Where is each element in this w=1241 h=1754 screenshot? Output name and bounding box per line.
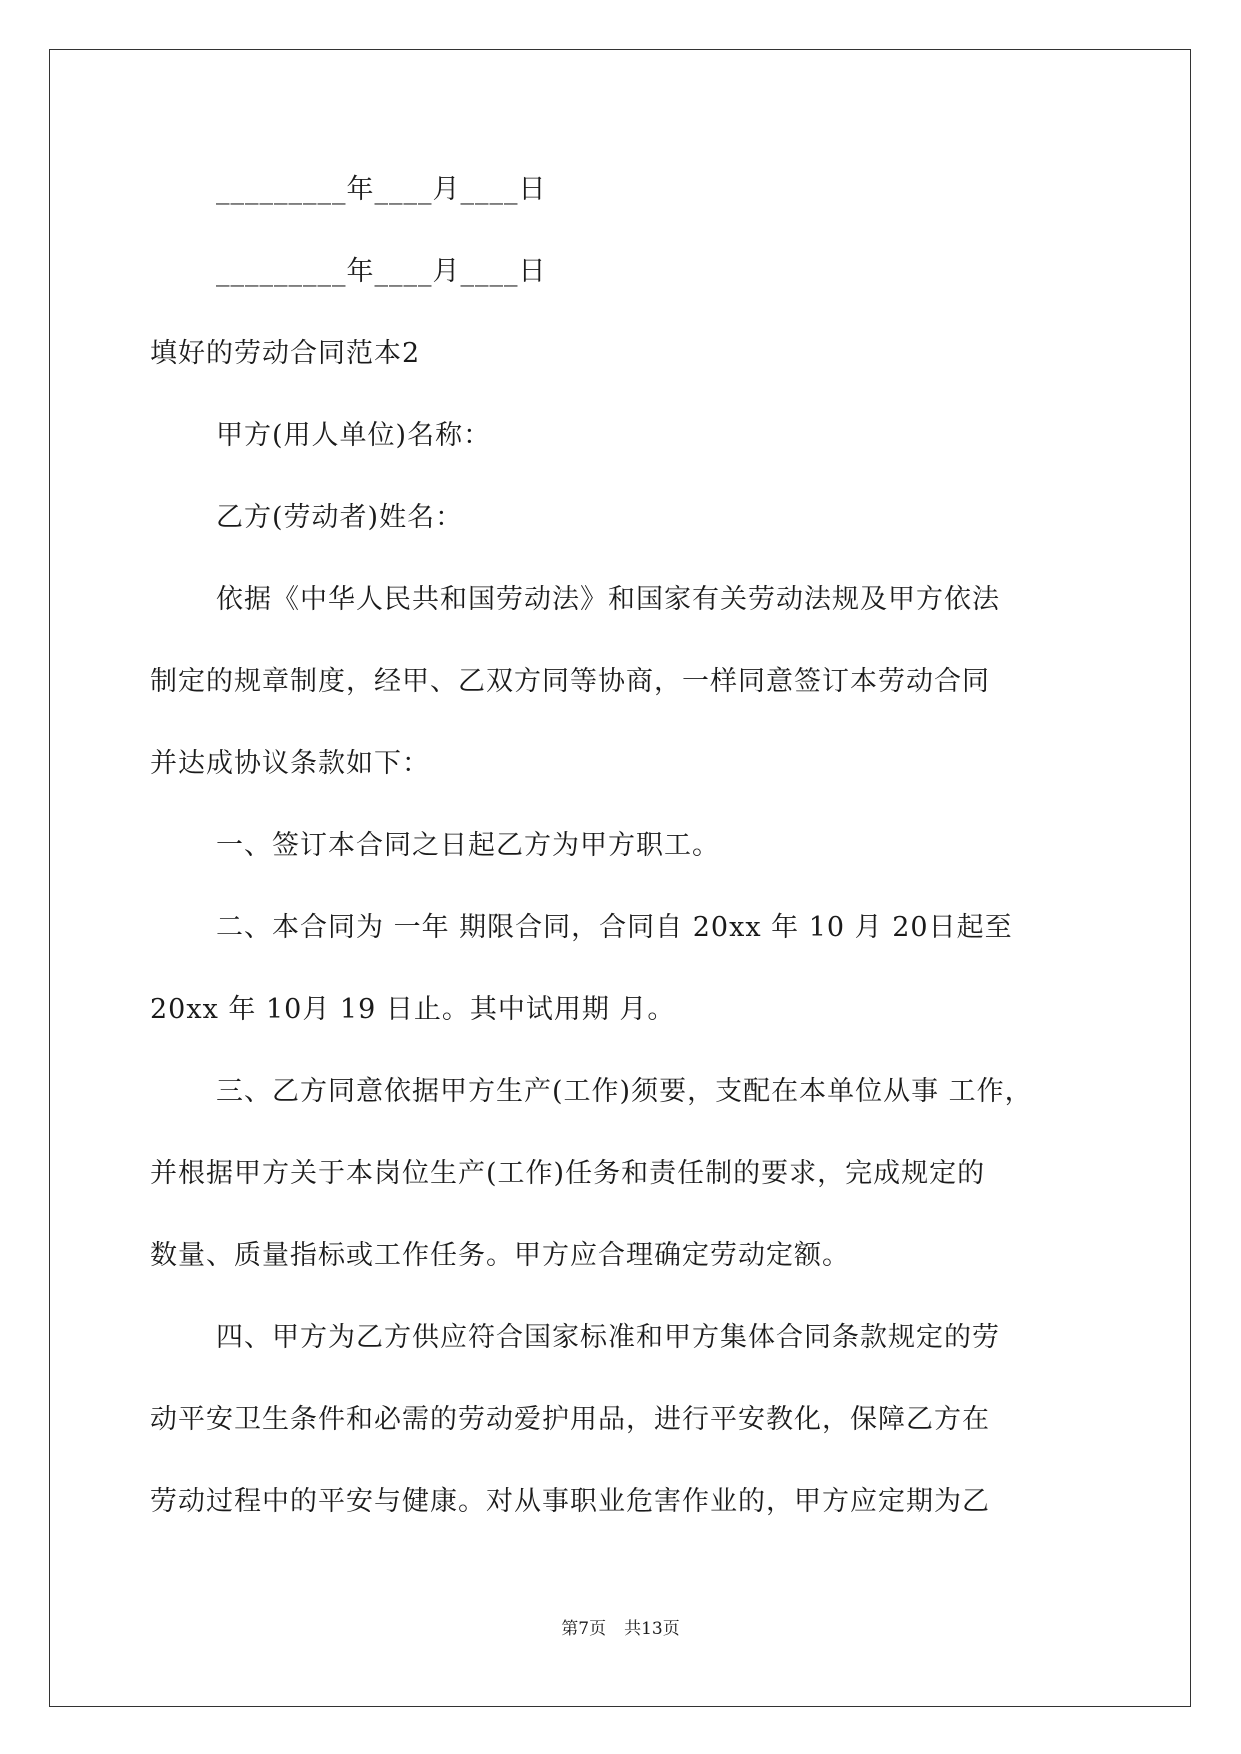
page-total: 共13页 bbox=[624, 1619, 680, 1639]
date-line-2: _________年____月____日 bbox=[216, 256, 547, 287]
paragraph-line: 20xx 年 10月 19 日止。其中试用期 月。 bbox=[150, 994, 676, 1025]
paragraph-line: 劳动过程中的平安与健康。对从事职业危害作业的，甲方应定期为乙 bbox=[150, 1486, 990, 1517]
paragraph-line: 并达成协议条款如下： bbox=[150, 748, 430, 779]
paragraph-line: 数量、质量指标或工作任务。甲方应合理确定劳动定额。 bbox=[150, 1240, 850, 1271]
party-a-name: 甲方(用人单位)名称： bbox=[216, 420, 492, 451]
clause-1: 一、签订本合同之日起乙方为甲方职工。 bbox=[216, 830, 720, 861]
clause-3: 三、乙方同意依据甲方生产(工作)须要，支配在本单位从事 工作， bbox=[216, 1076, 1033, 1107]
section-title: 填好的劳动合同范本2 bbox=[150, 338, 421, 369]
page-border bbox=[49, 49, 1191, 1707]
date-line-1: _________年____月____日 bbox=[216, 174, 547, 205]
clause-4: 四、甲方为乙方供应符合国家标准和甲方集体合同条款规定的劳 bbox=[216, 1322, 1000, 1353]
paragraph-line: 制定的规章制度，经甲、乙双方同等协商，一样同意签订本劳动合同 bbox=[150, 666, 990, 697]
paragraph-line: 并根据甲方关于本岗位生产(工作)任务和责任制的要求，完成规定的 bbox=[150, 1158, 986, 1189]
clause-2: 二、本合同为 一年 期限合同，合同自 20xx 年 10 月 20日起至 bbox=[216, 912, 1013, 943]
party-b-name: 乙方(劳动者)姓名： bbox=[216, 502, 464, 533]
page-number: 第7页 bbox=[561, 1619, 607, 1639]
paragraph-line: 动平安卫生条件和必需的劳动爱护用品，进行平安教化，保障乙方在 bbox=[150, 1404, 990, 1435]
page-footer bbox=[0, 1617, 1241, 1641]
paragraph-line: 依据《中华人民共和国劳动法》和国家有关劳动法规及甲方依法 bbox=[216, 584, 1000, 615]
